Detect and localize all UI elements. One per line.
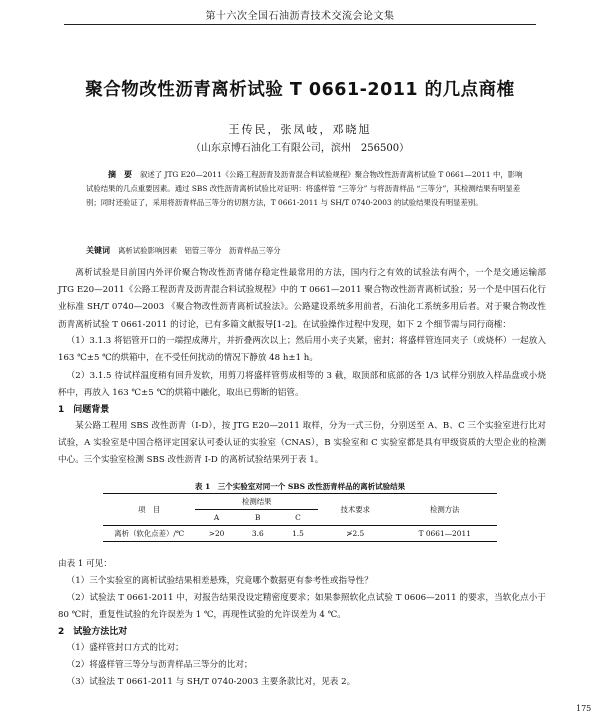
keywords — [86, 245, 526, 256]
table-1-caption: 表 1 三个实验室对同一个 SBS 改性沥青样品的离析试验结果 — [194, 482, 406, 491]
table-head-results: 检测结果 — [195, 494, 318, 510]
table-cell-method: T 0661—2011 — [392, 526, 497, 542]
table-cell-a: >20 — [195, 526, 237, 542]
table-head-requirement: 技术要求 — [318, 494, 392, 526]
section-heading-1: 1 问题背景 — [58, 405, 110, 415]
paragraph-detail-2: （2）3.1.5 待试样温度稍有回升发软，用剪刀将盛样管剪成相等的 3 截，取顶部和底部的各 1/3 试样分别放入样品盘或小烧杯中，再放入 163 ℃±5 ℃的烘箱中融化，取出已剪断的铝管。 — [58, 371, 546, 399]
table-cell-b: 3.6 — [238, 526, 278, 542]
paper-title: 聚合物改性沥青离析试验 T 0661-2011 的几点商榷 — [85, 80, 515, 100]
paragraph-background: 某公路工程用 SBS 改性沥青（I-D），按 JTG E20—2011 取样，分为一式三份，分别送至 A、B、C 三个实验室进行比对试验，A 实验室是中国合格评定国家认可委认证的实验室（CNAS），B 实验室和 C 实验室都是具有甲级资质的大型企业的检测中心。三个实验室检测 SBS 改性沥青 I-D 的离析试验结果列于表 1。 — [58, 421, 546, 466]
paragraph-observation: 由表 1 可见： — [58, 559, 112, 569]
abstract-label: 摘 要 — [108, 170, 132, 179]
abstract-text: 叙述了 JTG E20—2011《公路工程沥青及沥青混合料试验规程》聚合物改性沥青离析试验 T 0661—2011 中，影响试验结果的几点重要因素。通过 SBS 改性沥青离析试验比对证明：将盛样管 “三等分” 与将沥青样品 “三等分”，其检测结果有明显差别；同时还验证了，采用将沥青样品三等分的切割方法，T 0661-2011 与 SH/T 0740-2003 的试验结果没有明显差别。 — [86, 170, 523, 208]
table-head-lab-a: A — [213, 513, 220, 522]
header-rule — [64, 24, 536, 25]
table-head-lab-b: B — [255, 513, 261, 522]
table-head-method: 检测方法 — [392, 494, 497, 526]
table-head-item: 项 目 — [103, 494, 195, 526]
page-number: 175 — [576, 704, 592, 713]
table-cell-requirement: ≯2.5 — [318, 526, 392, 542]
section-heading-2: 2 试验方法比对 — [58, 627, 128, 637]
paragraph-observation-1: （1）三个实验室的离析试验结果相差悬殊，究竟哪个数据更有参考性或指导性？ — [66, 576, 373, 586]
list-item-3: （3）试验法 T 0661-2011 与 SH/T 0740-2003 主要条款比对，见表 2。 — [66, 677, 356, 687]
paragraph-observation-2: （2）试验法 T 0661-2011 中，对报告结果没设定精密度要求；如果参照软化点试验 T 0606—2011 的要求，当软化点小于 80 ℃时，重复性试验的允许误差为 1 ℃，再现性试验的允许误差为 4 ℃。 — [58, 593, 546, 621]
table-head-lab-c: C — [295, 513, 301, 522]
table-cell-item: 离析（软化点差）/℃ — [103, 526, 195, 542]
keywords-text: 离析试验影响因素 铝管三等分 沥青样品三等分 — [118, 246, 281, 255]
affiliation: （山东京博石油化工有限公司，滨州 256500） — [190, 143, 410, 154]
list-item-2: （2）将盛样管三等分与沥青样品三等分的比对； — [66, 660, 253, 670]
paragraph-intro: 离析试验是目前国内外评价聚合物改性沥青储存稳定性最常用的方法，国内行之有效的试验法有两个，一个是交通运输部 JTG E20—2011《公路工程沥青及沥青混合料试验规程》中的 T 0661—2011 聚合物改性沥青离析试验；另一个是中国石化行业标准 SH/T 0740—2003 《聚合物改性沥青离析试验法》。公路建设系统多用前者，石油化工系统多用后者。对于聚合物改性沥青离析试验 T 0661-2011 的讨论，已有多篇文献报导[1-2]。在试验操作过程中发现，如下 2 个细节需与同行商榷： — [58, 268, 546, 330]
table-1 — [103, 493, 497, 542]
table-cell-c: 1.5 — [278, 526, 318, 542]
abstract — [86, 168, 526, 211]
running-header: 第十六次全国石油沥青技术交流会论文集 — [205, 11, 395, 22]
list-item-1: （1）盛样管封口方式的比对； — [66, 643, 184, 653]
authors: 王传民，张凤岐，邓晓旭 — [228, 123, 372, 136]
paragraph-detail-1: （1）3.1.3 将铝管开口的一端捏成薄片，并折叠两次以上；然后用小夹子夹紧，密封；将盛样管连同夹子（或烧杯）一起放入 163 ℃±5 ℃的烘箱中，在不受任何扰动的情况下静放 48 h±1 h。 — [58, 336, 546, 364]
keywords-label: 关键词 — [86, 246, 110, 255]
